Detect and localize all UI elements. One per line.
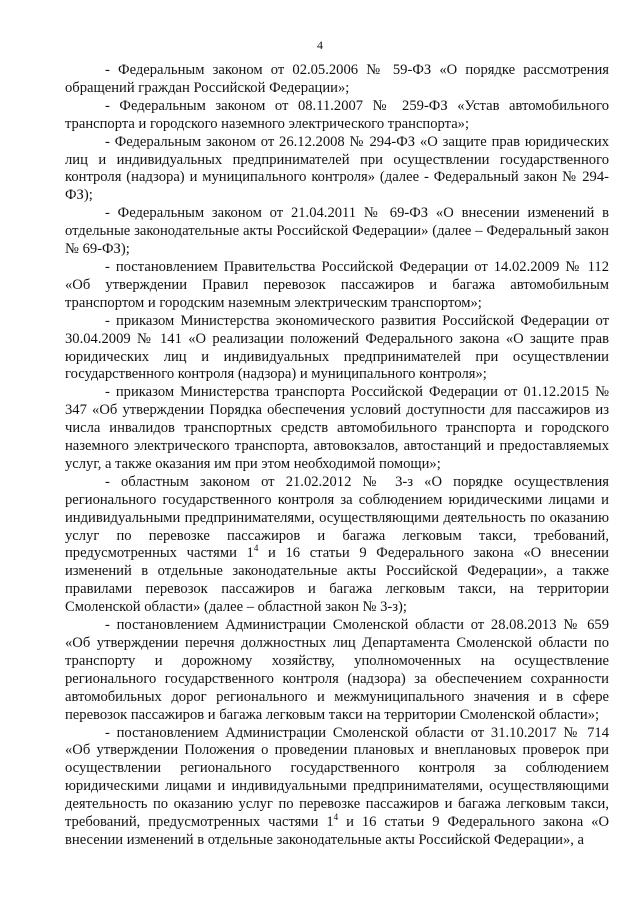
superscript: 4 [253, 543, 259, 554]
paragraph-text-part: - постановлением Администрации Смоленской области от 31.10.2017 № 714 «Об утверждении Положения о проведении плановых и внеплановых проверок при осуществлении регионального государственного контроля за соблюдением юридическими лицами и индивидуальными предпринимателями, осуществляющими деятельность по оказанию услуг по перевозке пассажиров и багажа легковым такси, требований, предусмотренных частями 1 [65, 724, 609, 831]
paragraph-order-141: - приказом Министерства экономического развития Российской Федерации от 30.04.2009 № 141 «О реализации положений Федерального закона «О защите прав юридических лиц и индивидуальных предпринимателей при осуществлении государственного контроля (надзора) и муниципального контроля»; [65, 312, 609, 383]
paragraph-text-part: и 16 статьи 9 Федерального закона «О внесении изменений в отдельные законодательные акты Российской Федерации», а также правилами перевозок пассажиров и багажа легковым такси, на территории Смоленской области» (далее – областной закон № 3-з); [65, 545, 609, 616]
paragraph-69fz: - Федеральным законом от 21.04.2011 № 69-ФЗ «О внесении изменений в отдельные законодательные акты Российской Федерации» (далее – Федеральный закон № 69-ФЗ); [65, 205, 609, 258]
paragraph-government-resolution-112: - постановлением Правительства Российской Федерации от 14.02.2009 № 112 «Об утверждении Правил перевозок пассажиров и багажа автомобильным транспортом и городским наземным электрическим транспортом»; [65, 258, 609, 311]
document-body [65, 62, 609, 850]
paragraph-259fz: - Федеральным законом от 08.11.2007 № 259-ФЗ «Устав автомобильного транспорта и городского наземного электрического транспорта»; [65, 97, 609, 132]
paragraph-text-part: и 16 статьи 9 Федерального закона «О внесении изменений в отдельные законодательные акты Российской Федерации», а [65, 814, 609, 848]
paragraph-294fz: - Федеральным законом от 26.12.2008 № 294-ФЗ «О защите прав юридических лиц и индивидуальных предпринимателей при осуществлении государственного контроля (надзора) и муниципального контроля» (далее - Федеральный закон № 294-ФЗ); [65, 133, 609, 204]
paragraph-order-347: - приказом Министерства транспорта Российской Федерации от 01.12.2015 № 347 «Об утверждении Порядка обеспечения условий доступности для пассажиров из числа инвалидов транспортных средств автомобильного транспорта и городского наземного электрического транспорта, автовокзалов, автостанций и предоставляемых услуг, а также оказания им при этом необходимой помощи»; [65, 384, 609, 472]
superscript: 4 [333, 812, 339, 823]
paragraph-text-part: - областным законом от 21.02.2012 № 3-з «О порядке осуществления регионального государственного контроля за соблюдением юридическими лицами и индивидуальными предпринимателями, осуществляющими деятельность по оказанию услуг по перевозке пассажиров и багажа легковым такси, требований, предусмотренных частями 1 [65, 473, 609, 562]
page-number: 4 [317, 38, 323, 52]
paragraph-resolution-714 [65, 725, 609, 850]
paragraph-resolution-659: - постановлением Администрации Смоленской области от 28.08.2013 № 659 «Об утверждении перечня должностных лиц Департамента Смоленской области по транспорту и дорожному хозяйству, уполномоченных на осуществление регионального государственного контроля (надзора) за обеспечением сохранности автомобильных дорог регионального и межмуниципального значения и в сфере перевозок пассажиров и багажа легковым такси на территории Смоленской области»; [65, 617, 609, 723]
paragraph-regional-law-3z [65, 474, 609, 617]
paragraph-59fz: - Федеральным законом от 02.05.2006 № 59-ФЗ «О порядке рассмотрения обращений граждан Российской Федерации»; [65, 62, 609, 96]
